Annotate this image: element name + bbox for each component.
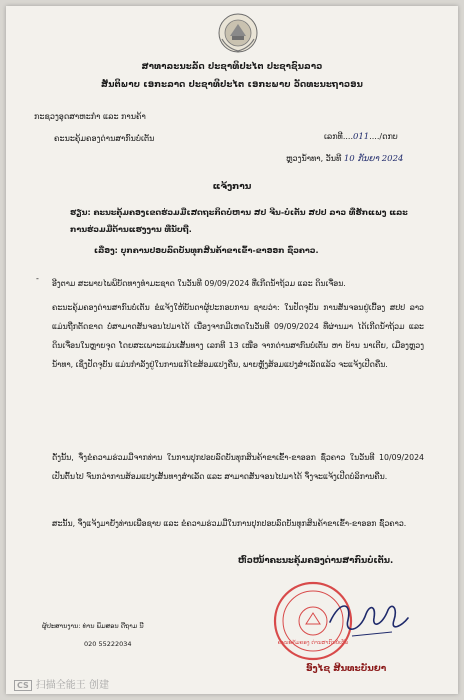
bullet-marker: - bbox=[36, 274, 39, 283]
document-number: ເລກທີ....011..../ດກບ bbox=[324, 132, 398, 142]
handwritten-signature bbox=[322, 592, 412, 642]
date-prefix: ຫຼວງນ້ຳທາ, ວັນທີ bbox=[286, 154, 342, 163]
number-suffix: /ດກບ bbox=[379, 132, 398, 141]
national-header-line1: ສາທາລະນະລັດ ປະຊາທິປະໄຕ ປະຊາຊົນລາວ bbox=[141, 62, 323, 72]
stamp-text: ຄະນະຄຸ້ມຄອງ ດ່ານສາກົນບໍ່ເຕັນ bbox=[277, 640, 349, 646]
paragraph-1: ອີງຕາມ ສະພາບໄພພິບັດທາງທຳມະຊາດ ໃນວັນທີ 09/09/2024 ທີ່ເກີດນ້ຳຖ້ວມ ແລະ ດິນເຈື່ອນ. bbox=[52, 279, 346, 288]
document-date bbox=[286, 154, 403, 164]
national-emblem-icon bbox=[217, 12, 259, 54]
recipient-line: ຮຽນ: ຄະນະຄຸ້ມຄອງເຂດຮ່ວມມືເສດຖະກິດບໍ່ຫານ ສປ ຈີນ-ບໍ່ເຕັນ ສປປ ລາວ ທີ່ຮັກແພງ ແລະ ການຮ່ວມມືດ້ານແຮງງານ ທີ່ນັບຖື. bbox=[70, 208, 408, 234]
document-page bbox=[6, 6, 458, 694]
number-value: 011 bbox=[352, 132, 370, 142]
coordinator-phone: 020 55222034 bbox=[84, 640, 132, 648]
department-name: ຄະນະຄຸ້ມຄອງດ່ານສາກົນບໍ່ເຕັນ bbox=[54, 134, 155, 143]
number-label: ເລກທີ bbox=[324, 132, 343, 141]
signoff-title: ຫົວໜ້າຄະນະຄຸ້ມຄອງດ່ານສາກົນບໍ່ເຕັນ. bbox=[238, 556, 394, 566]
watermark-text: 扫描全能王 创建 bbox=[35, 680, 109, 691]
ministry-name: ກະຊວງອຸດສາຫະກຳ ແລະ ການຄ້າ bbox=[34, 112, 146, 121]
date-value: 10 ກັນຍາ 2024 bbox=[343, 154, 404, 164]
coordinator-line: ຜູ້ປະສານງານ: ທ່ານ ພິມສອນ ດີຖາມ ນີ bbox=[42, 622, 144, 630]
paragraph-3: ດັ່ງນັ້ນ, ຈຶ່ງຂໍຄວາມຮ່ວມມືຈາກທ່ານ ໃນການປຸກປອບລົດບັນທຸກສິນຄ້າຂາເຂົ້າ-ຂາອອກ ຊົ່ວຄາວ ໃນວັນທີ 10/09/2024 ເປັນຕົ້ນໄປ ຈົນກວ່າການສ້ອມແປງເສັ້ນທາງສຳເລັດ ແລະ ສາມາດສັນຈອນໄປມາໄດ້ ຈຶ່ງຈະແຈ້ງເປີດບໍລິການຄືນ. bbox=[52, 453, 424, 481]
subject-line: ເລື່ອງ: ບຸກຄານປອບລົດບັນທຸກສິນຄ້າຂາເຂົ້າ-ຂາອອກ ຊົ່ວຄາວ. bbox=[94, 246, 319, 255]
national-header-line2: ສັນຕິພາບ ເອກະລາດ ປະຊາທິປະໄຕ ເອກະພາບ ວັດທະນະຖາວອນ bbox=[100, 80, 363, 90]
scanner-watermark bbox=[14, 676, 109, 691]
signatory-name: ອົງໄຊ ສີນທະບັນຍາ bbox=[306, 664, 387, 674]
notice-title: ແຈ້ງການ bbox=[212, 182, 252, 192]
paragraph-4: ສະນັ້ນ, ຈຶ່ງແຈ້ງມາຍັງທ່ານເພື່ອຊາບ ແລະ ຂໍຄວາມຮ່ວມມືໃນການປຸກປອບລົດບັນທຸກສິນຄ້າຂາເຂົ້າ-ຂາອອກ ຊົ່ວຄາວ. bbox=[52, 519, 407, 528]
watermark-badge: CS bbox=[14, 680, 32, 691]
paragraph-2: ຄະນະຄຸ້ມຄອງດ່ານສາກົນບໍ່ເຕັນ ຂໍແຈ້ງໃຫ້ບັນດາຜູ້ປະກອບການ ຊາບວ່າ: ໃນປັດຈຸບັນ ການສັນຈອນຢູ່ເບື້ອງ ສປປ ລາວ ແມ່ນຖືກຕັດຂາດ ບໍ່ສາມາດສັນຈອນໄປມາໄດ້ ເນື່ອງຈາກມີເຫດໃນວັນທີ 09/09/2024 ທີ່ຜ່ານມາ ໄດ້ເກີດນ້ຳຖ້ວມ ແລະ ດິນເຈື່ອນໃນຫຼາຍຈຸດ ໂດຍສະເພາະແມ່ນເສັ້ນທາງ ເລກທີ 13 ເໜືອ ຈາກດ່ານສາກົນບໍ່ເຕັນ ຫາ ບ້ານ ນາເຕີຍ, ເມືອງຫຼວງນ້ຳທາ, ເຊິ່ງປັດຈຸບັນ ແມ່ນກຳລັງຢູ່ໃນການແກ້ໄຂສ້ອມແປງຄືນ, ພາຍຫຼັງສ້ອມແປງສຳເລັດແລ້ວ ຈະແຈ້ງເປີດຄືນ. bbox=[52, 303, 424, 369]
